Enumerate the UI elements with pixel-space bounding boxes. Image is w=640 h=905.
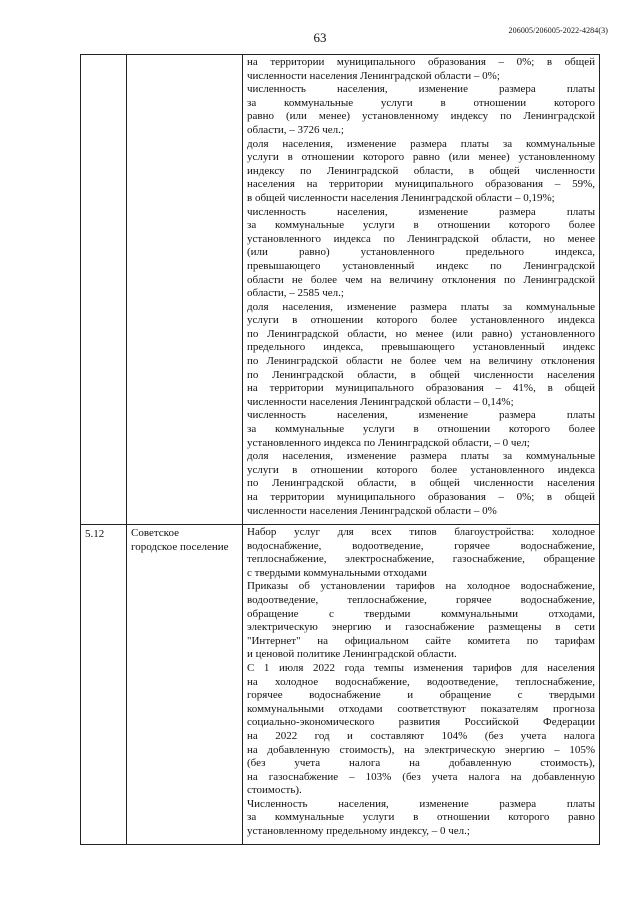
row-number-cell bbox=[81, 525, 127, 845]
text-line: водоснабжение, водоотведение, горячее водоснабжение, bbox=[247, 539, 595, 552]
data-table bbox=[80, 54, 600, 845]
row-name bbox=[127, 55, 242, 59]
text-line: (без учета налога на добавленную стоимость), bbox=[247, 757, 595, 770]
text-line: Численность населения, изменение размера платы bbox=[247, 797, 595, 810]
text-line: услуги в отношении которого равно (или менее) установленному bbox=[247, 151, 595, 164]
text-line: доля населения, изменение размера платы за коммунальные bbox=[247, 137, 595, 150]
text-line: по Ленинградской области, но менее (или равно) установленного bbox=[247, 327, 595, 340]
text-line: по Ленинградской области не более чем на величину отклонения bbox=[247, 355, 595, 368]
text-line: равно (или менее) установленному индексу по Ленинградской bbox=[247, 110, 595, 123]
settlement-name-line: Советское bbox=[131, 527, 179, 539]
text-line: за коммунальные услуги в отношении которого равно bbox=[247, 811, 595, 824]
text-line: области не более чем на величину отклонения по Ленинградской bbox=[247, 273, 595, 286]
text-line: на добавленную стоимость), на электрическую энергию – 105% bbox=[247, 743, 595, 756]
row-text-cell bbox=[243, 525, 600, 845]
text-line: горячее водоснабжение и обращение с твердыми bbox=[247, 689, 595, 702]
document-code: 206005/206005-2022-4284(3) bbox=[508, 26, 608, 35]
text-line: численности населения Ленинградской области – 0%; bbox=[247, 69, 500, 82]
row-number bbox=[81, 55, 126, 59]
text-line: обращение с твердыми коммунальными отходами, bbox=[247, 607, 595, 620]
text-line: индексу по Ленинградской области, в общей численности bbox=[247, 164, 595, 177]
text-line: за коммунальные услуги в отношении которого более bbox=[247, 219, 595, 232]
row-number-cell bbox=[81, 55, 127, 525]
text-line: Набор услуг для всех типов благоустройства: холодное bbox=[247, 526, 595, 538]
text-line: по Ленинградской области, в общей численности населения bbox=[247, 368, 595, 381]
text-line: электрическую энергию и газоснабжение размещены в сети bbox=[247, 621, 595, 634]
table-row bbox=[81, 525, 600, 845]
text-line: на территории муниципального образования – 41%, в общей bbox=[247, 382, 595, 395]
text-line: на холодное водоснабжение, водоотведение, теплоснабжение, bbox=[247, 675, 595, 688]
row-number: 5.12 bbox=[85, 528, 105, 540]
text-line: на 2022 год и составляют 104% (без учета налога bbox=[247, 729, 595, 742]
text-line: численности населения Ленинградской области – 0,14%; bbox=[247, 395, 514, 408]
text-line: предельного индекса, превышающего установленный индекс bbox=[247, 341, 595, 354]
row-name-cell bbox=[127, 55, 243, 525]
text-line: водоотведение, теплоснабжение, горячее водоснабжение, bbox=[247, 593, 595, 606]
text-line: за коммунальные услуги в отношении которого bbox=[247, 96, 595, 109]
text-line: области, – 2585 чел.; bbox=[247, 287, 344, 300]
row-text bbox=[243, 525, 599, 840]
text-line: и ценовой политике Ленинградской области. bbox=[247, 648, 457, 661]
text-line: С 1 июля 2022 года темпы изменения тарифов для населения bbox=[247, 661, 595, 674]
text-line: на территории муниципального образования – 0%; в общей bbox=[247, 56, 595, 68]
text-line: доля населения, изменение размера платы за коммунальные bbox=[247, 450, 595, 463]
text-line: социально-экономического развития Российской Федерации bbox=[247, 716, 595, 729]
page-number: 63 bbox=[313, 30, 327, 45]
text-line: в общей численности населения Ленинградской области – 0,19%; bbox=[247, 191, 555, 204]
text-line: на территории муниципального образования – 0%; в общей bbox=[247, 491, 595, 503]
row-name-cell bbox=[127, 525, 243, 845]
text-line: области, – 3726 чел.; bbox=[247, 123, 344, 136]
text-line: численность населения, изменение размера платы bbox=[247, 205, 595, 218]
text-line: численности населения Ленинградской области – 0% bbox=[247, 504, 497, 517]
text-line: на газоснабжение – 103% (без учета налога на добавленную bbox=[247, 770, 595, 783]
text-line: доля населения, изменение размера платы за коммунальные bbox=[247, 300, 595, 313]
text-line: с твердыми коммунальными отходами bbox=[247, 566, 427, 579]
text-line: установленному предельному индексу, – 0 чел.; bbox=[247, 825, 470, 838]
text-line: за коммунальные услуги в отношении которого более bbox=[247, 423, 595, 436]
text-line: стоимость). bbox=[247, 784, 302, 797]
text-line: установленного индекса по Ленинградской области, но менее bbox=[247, 232, 595, 245]
row-text-cell bbox=[243, 55, 600, 525]
text-line: коммунальными отходами соответствуют показателям прогноза bbox=[247, 702, 595, 715]
text-line: численность населения, изменение размера платы bbox=[247, 83, 595, 96]
table-row bbox=[81, 55, 600, 525]
text-line: по Ленинградской области, в общей численности населения bbox=[247, 477, 595, 490]
row-text bbox=[243, 55, 599, 519]
settlement-name-line: городское поселение bbox=[131, 540, 229, 553]
text-line: превышающего установленный индекс по Ленинградской bbox=[247, 259, 595, 272]
text-line: численность населения, изменение размера платы bbox=[247, 409, 595, 422]
text-line: услуги в отношении которого более установленного индекса bbox=[247, 463, 595, 476]
text-line: Приказы об установлении тарифов на холодное водоснабжение, bbox=[247, 580, 595, 593]
text-line: населения на территории муниципального образования – 59%, bbox=[247, 178, 595, 191]
text-line: (или равно) установленного предельного индекса, bbox=[247, 246, 595, 259]
text-line: "Интернет" на официальном сайте комитета по тарифам bbox=[247, 634, 595, 647]
text-line: теплоснабжение, электроснабжение, газоснабжение, обращение bbox=[247, 553, 595, 566]
text-line: услуги в отношении которого более установленного индекса bbox=[247, 314, 595, 327]
text-line: установленного индекса по Ленинградской области, – 0 чел; bbox=[247, 436, 530, 449]
